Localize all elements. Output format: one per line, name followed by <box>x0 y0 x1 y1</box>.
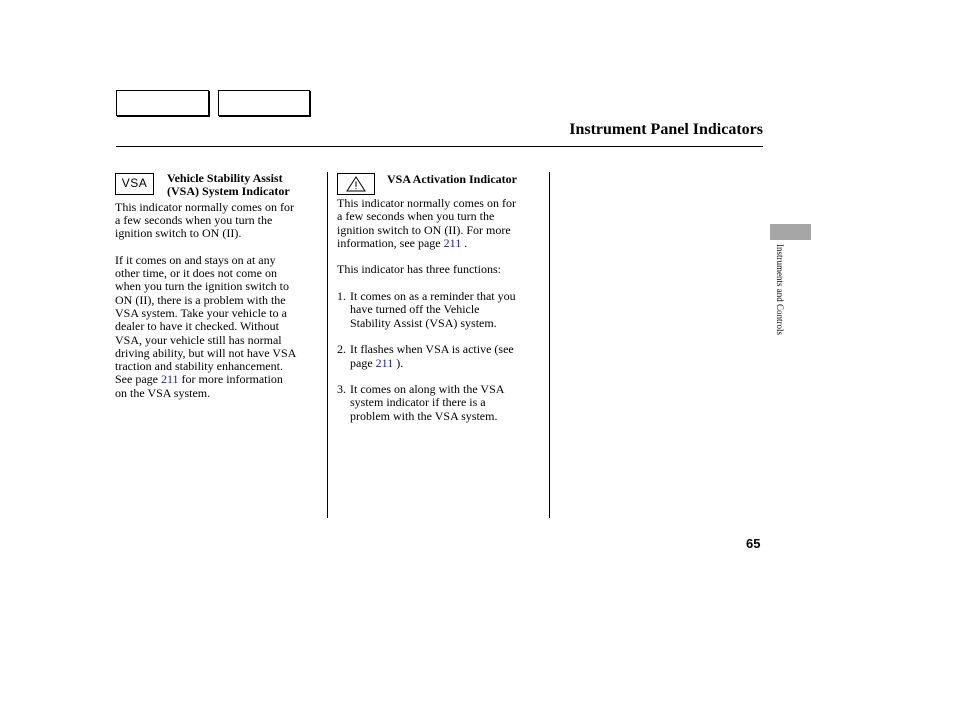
page-link[interactable]: 211 <box>160 372 179 387</box>
vsa-system-indicator-section <box>115 172 321 400</box>
paragraph <box>115 254 321 400</box>
page-title: Instrument Panel Indicators <box>569 121 763 138</box>
paragraph <box>337 197 543 250</box>
text-line: problem with the VSA system. <box>350 408 498 423</box>
section-heading <box>337 172 543 195</box>
section-title-line: (VSA) System Indicator <box>167 184 290 199</box>
text-line: other time, or it does not come on <box>115 266 277 281</box>
section-heading <box>115 172 321 199</box>
text-line: It comes on as a reminder that you <box>350 289 516 304</box>
text-line: on the VSA system. <box>115 385 211 400</box>
text-line: This indicator normally comes on for <box>337 196 516 210</box>
text-line: a few seconds when you turn the <box>115 212 273 227</box>
text-line: have turned off the Vehicle <box>350 302 480 317</box>
page-link[interactable]: 211 <box>443 235 462 250</box>
column-divider <box>549 172 550 518</box>
section-title-line: Vehicle Stability Assist <box>167 171 283 185</box>
list-item: 1. It comes on as a reminder that you have turned off the Vehicle Stability Assist (VSA) system. <box>337 290 543 330</box>
text-line: If it comes on and stays on at any <box>115 252 276 267</box>
text-line: ignition switch to ON (II). <box>115 226 242 241</box>
nav-button-index[interactable] <box>218 90 310 116</box>
list-item: 3. It comes on along with the VSA system indicator if there is a problem with the VSA system. <box>337 383 543 423</box>
header-divider <box>116 146 763 147</box>
text-line: traction and stability enhancement. <box>115 359 283 374</box>
text-line: when you turn the ignition switch to <box>115 279 289 294</box>
page-number: 65 <box>746 536 761 551</box>
warning-triangle-icon <box>337 173 375 195</box>
text-line: ignition switch to ON (II). For more <box>337 222 511 237</box>
text-line: VSA, your vehicle still has normal <box>115 332 282 347</box>
vsa-indicator-icon: VSA <box>115 173 154 195</box>
paragraph <box>115 201 321 241</box>
chapter-tab <box>770 224 811 240</box>
text-line: VSA system. Take your vehicle to a <box>115 305 287 320</box>
page-link[interactable]: 211 <box>375 355 394 370</box>
text-line: information, see page 211 . <box>337 235 468 250</box>
text-line: dealer to have it checked. Without <box>115 319 279 334</box>
text-line: driving ability, but will not have VSA <box>115 345 297 360</box>
text-line: Stability Assist (VSA) system. <box>350 315 497 330</box>
text-line: See page 211 for more information <box>115 372 283 387</box>
list-item: 2. It flashes when VSA is active (see page 211 ). <box>337 343 543 370</box>
text-line: ON (II), there is a problem with the <box>115 292 286 307</box>
text-line: It comes on along with the VSA <box>350 382 505 397</box>
column-divider <box>327 172 328 518</box>
text-line: This indicator normally comes on for <box>115 199 294 214</box>
nav-button-contents[interactable] <box>116 90 209 116</box>
chapter-tab-label: Instruments and Controls <box>775 244 785 335</box>
paragraph: This indicator has three functions: <box>337 262 501 277</box>
text-line: It flashes when VSA is active (see <box>350 342 514 357</box>
section-title: VSA Activation Indicator <box>387 172 518 186</box>
text-line: system indicator if there is a <box>350 395 486 410</box>
vsa-activation-indicator-section <box>337 172 543 423</box>
section-title <box>167 172 290 199</box>
text-line: a few seconds when you turn the <box>337 209 495 224</box>
text-line: page 211 ). <box>350 355 404 370</box>
